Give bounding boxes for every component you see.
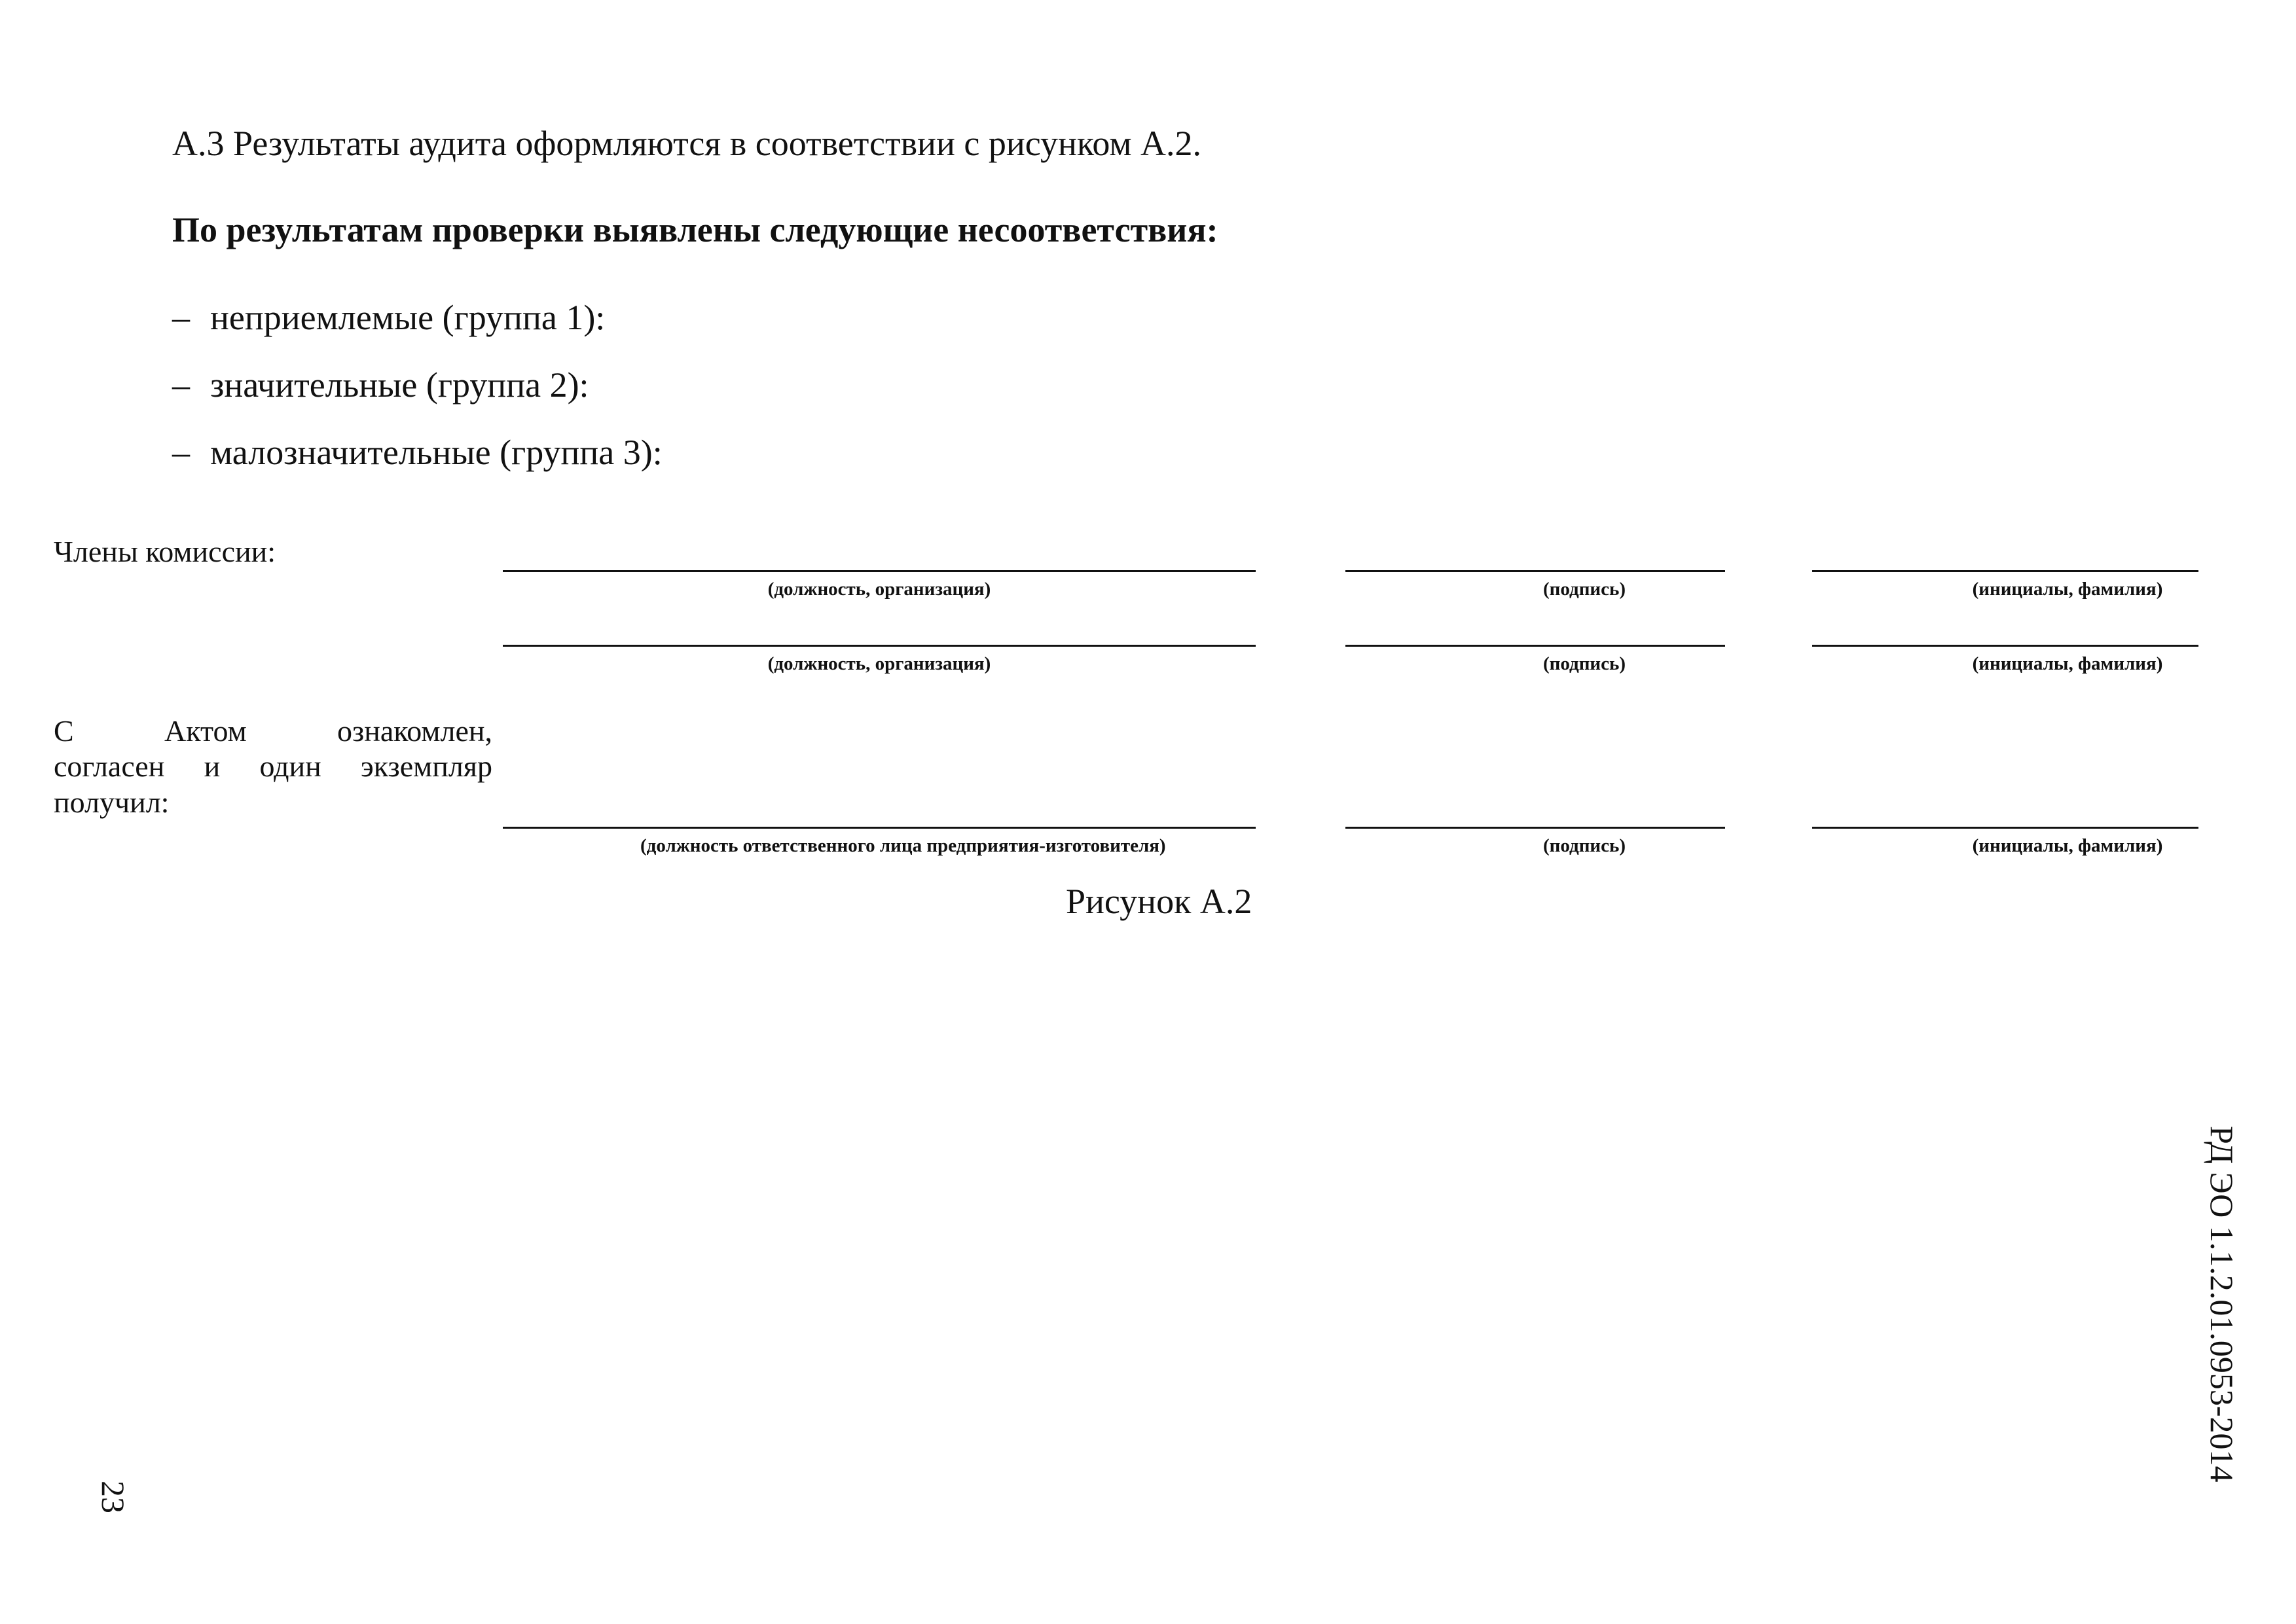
signature-line [1345,645,1725,647]
findings-title: По результатам проверки выявлены следующие несоответствия: [172,210,1218,249]
name-line [1812,827,2198,829]
ack-word: С [54,714,74,748]
ack-word: один [259,749,321,784]
name-caption: (инициалы, фамилия) [1972,579,2163,600]
findings-item-label: значительные (группа 2): [210,365,589,405]
page-number: 23 [95,1481,132,1513]
acknowledgement-line-3 [54,785,492,820]
signature-line [1345,827,1725,829]
findings-item-1 [172,297,605,338]
findings-item-3 [172,432,663,473]
findings-item-label: малозначительные (группа 3): [210,433,663,472]
ack-word: ознакомлен, [337,714,492,748]
document-code: РД ЭО 1.1.2.01.0953-2014 [2204,1126,2240,1483]
list-dash: – [172,298,190,337]
figure-caption: Рисунок А.2 [1066,882,1252,921]
ack-word: экземпляр [361,749,492,784]
findings-item-2 [172,365,589,405]
ack-word: Актом [164,714,247,748]
findings-item-label: неприемлемые (группа 1): [210,298,606,337]
acknowledgement-line-1 [54,713,492,749]
section-heading: А.3 Результаты аудита оформляются в соответствии с рисунком А.2. [172,124,1202,163]
ack-word: согласен [54,749,165,784]
name-caption: (инициалы, фамилия) [1972,653,2163,674]
position-line [503,827,1256,829]
ack-word: и [204,749,221,784]
name-line [1812,570,2198,572]
name-line [1812,645,2198,647]
signature-caption: (подпись) [1543,835,1626,856]
list-dash: – [172,365,190,405]
position-line [503,645,1256,647]
position-caption: (должность, организация) [767,579,991,600]
position-line [503,570,1256,572]
position-caption: (должность ответственного лица предприятия-изготовителя) [640,835,1166,856]
signature-caption: (подпись) [1543,579,1626,600]
signature-line [1345,570,1725,572]
ack-word: получил: [54,785,170,819]
commission-label: Члены комиссии: [54,535,276,568]
position-caption: (должность, организация) [767,653,991,674]
acknowledgement-label [54,713,492,820]
signature-caption: (подпись) [1543,653,1626,674]
name-caption: (инициалы, фамилия) [1972,835,2163,856]
acknowledgement-line-2 [54,749,492,784]
list-dash: – [172,433,190,472]
